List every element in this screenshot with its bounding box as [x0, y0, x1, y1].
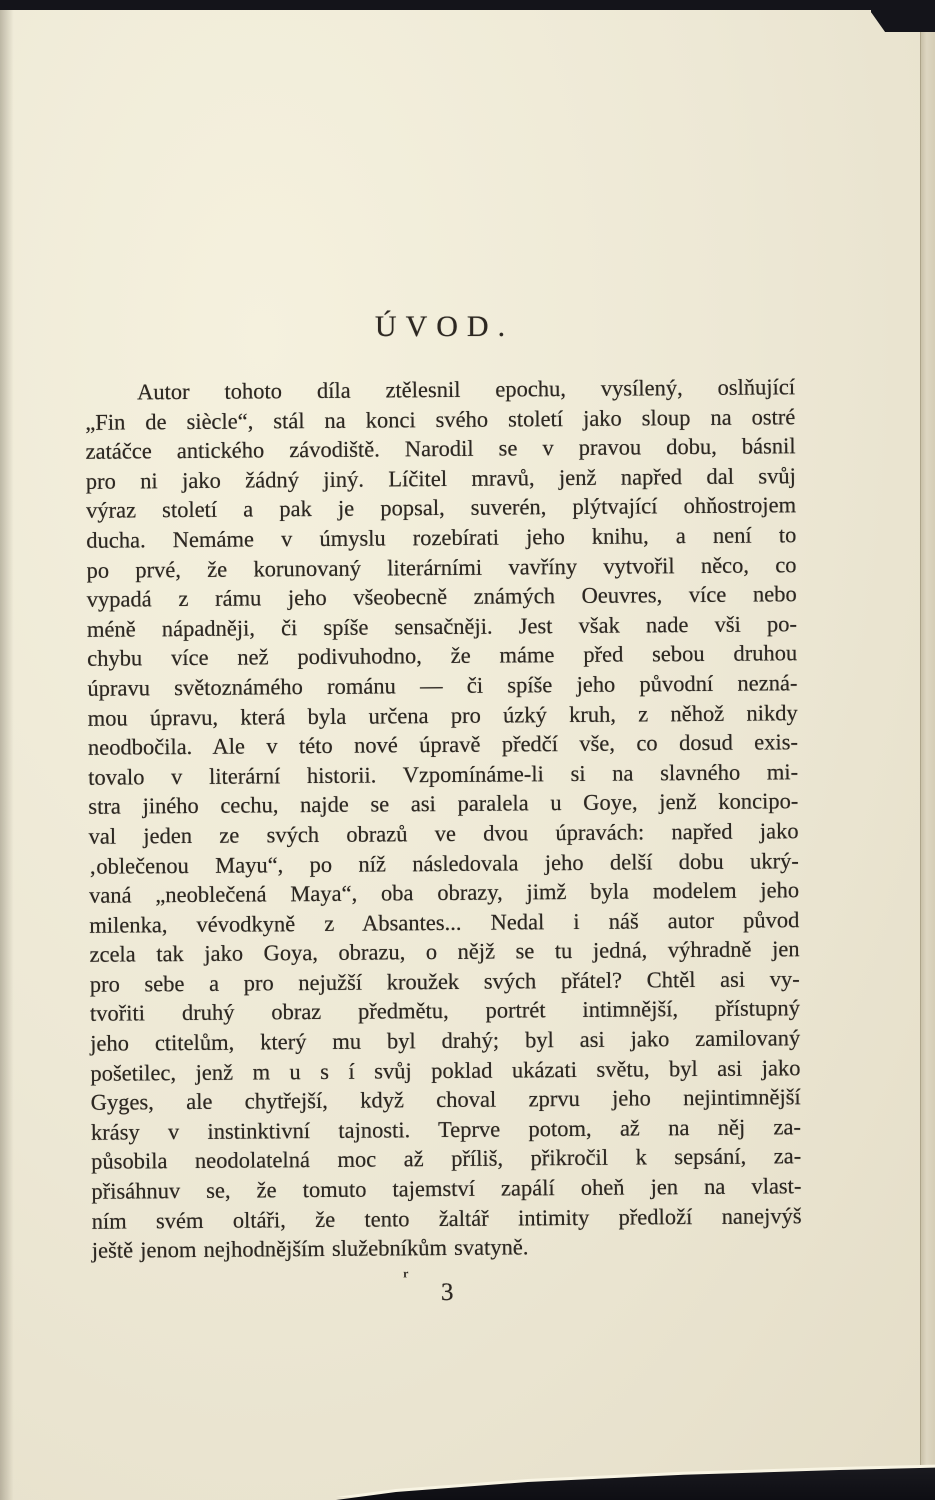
printer-signature-mark: r — [402, 1266, 409, 1281]
text-line: po prvé, že korunovaný literárními vavříny vytvořil něco, co — [86, 551, 797, 583]
text-line: tvořiti druhý obraz předmětu, portrét intimnější, přístupný — [89, 995, 801, 1027]
text-line: přisáhnuv se, že tomuto tajemství zapálí oheň jen na vlast- — [91, 1173, 802, 1204]
text-line: Gyges, ale chytřejší, když choval zprvu jeho nejintimnější — [90, 1084, 801, 1116]
text-line: chybu více než podivuhodno, že máme před sebou druhou — [87, 640, 798, 672]
page-number: 3 — [440, 1278, 454, 1306]
text-line: Autor tohoto díla ztělesnil epochu, vysílený, oslňující — [137, 374, 796, 405]
text-line: zcela tak jako Goya, obrazu, o nějž se tu jedná, výhradně jen — [89, 936, 800, 968]
text-line: ‚oblečenou Mayu“, po níž následovala jeho delší dobu ukrý- — [88, 847, 799, 879]
text-line: výraz století a pak je popsal, suverén, plýtvající ohňostrojem — [85, 492, 797, 524]
text-line: vaná „neoblečená Maya“, oba obrazy, jimž byla modelem jeho — [88, 877, 800, 908]
page-edge-strip — [920, 30, 935, 1474]
text-line: jeho ctitelům, který mu byl drahý; byl asi jako zamilovaný — [90, 1025, 801, 1056]
text-line: pošetilec, jenž m u s í svůj poklad ukázati světu, byl asi jako — [90, 1054, 801, 1086]
text-line: tovalo v literární historii. Vzpomínáme-li si na slavného mi- — [88, 758, 799, 790]
text-line: milenka, vévodkyně z Absantes... Nedal i náš autor původ — [89, 906, 800, 938]
text-line: méně nápadněji, či spíše sensačněji. Jest však nade vši po- — [86, 610, 798, 642]
page-footer — [92, 1266, 802, 1310]
text-line: pro sebe a pro nejužší kroužek svých přátel? Chtěl asi vy- — [89, 966, 800, 997]
text-line: zatáčce antického závodiště. Narodil se v pravou dobu, básnil — [85, 433, 796, 464]
text-line: stra jiného cechu, najde se asi paralela u Goye, jenž koncipo- — [88, 788, 799, 820]
text-line: mou úpravu, která byla určena pro úzký kruh, z něhož nikdy — [87, 699, 798, 731]
text-line: ducha. Nemáme v úmyslu rozebírati jeho knihu, a není to — [86, 522, 797, 553]
text-line: ním svém oltáři, že tento žaltář intimity předloží nanejvýš — [91, 1202, 802, 1234]
text-line: působila neodolatelná moc až příliš, přikročil k sepsání, za- — [91, 1143, 802, 1175]
text-line: úpravu světoznámého románu — či spíše jeho původní nezná- — [87, 670, 798, 701]
chapter-heading: ÚVOD. — [374, 310, 515, 343]
text-line: neodbočila. Ale v této nové úpravě předčí vše, co dosud exis- — [87, 729, 798, 760]
text-line: ještě jenom nejhodnějším služebníkům svatyně. — [91, 1234, 529, 1263]
page-surface — [0, 10, 935, 1500]
body-block — [85, 372, 802, 1309]
text-line: vypadá z rámu jeho všeobecně známých Oeuvres, více nebo — [86, 581, 797, 612]
text-line: val jeden ze svých obrazů ve dvou úpravách: napřed jako — [88, 818, 799, 849]
text-line: krásy v instinktivní tajnosti. Teprve potom, až na něj za- — [90, 1114, 802, 1145]
text-line: pro ni jako žádný jiný. Líčitel mravů, jenž napřed dal svůj — [85, 462, 796, 494]
text-line: „Fin de siècle“, stál na konci svého století jako sloup na ostré — [85, 403, 796, 435]
body-paragraph — [85, 372, 802, 1265]
page-content — [85, 310, 802, 1307]
